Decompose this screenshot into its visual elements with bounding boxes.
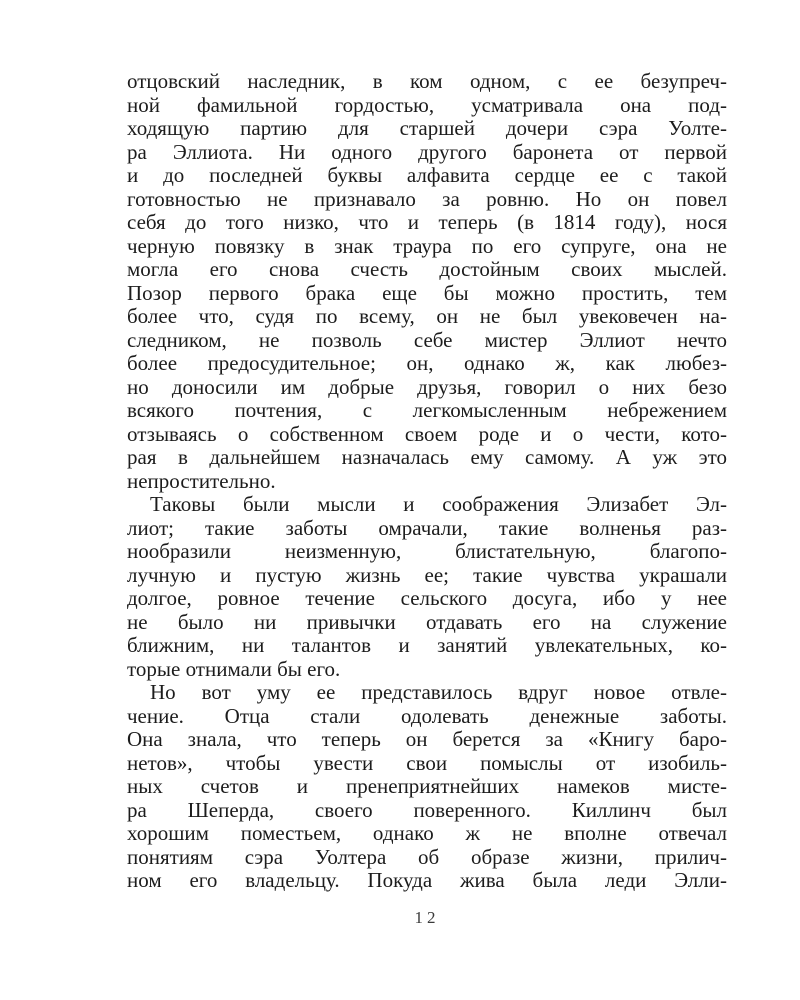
text-line: всякого почтения, с легкомысленным небрежением [127,398,727,422]
text-line: долгое, ровное течение сельского досуга, ибо у нее [127,586,727,610]
text-line: могла его снова счесть достойным своих мыслей. [127,257,727,281]
text-line: ной фамильной гордостью, усматривала она под- [127,92,727,117]
text-line: более предосудительное; он, однако ж, как любез- [127,351,727,375]
text-line: торые отнимали бы его. [127,656,341,681]
page-text [127,70,727,893]
text-line: черную повязку в знак траура по его супруге, она не [127,233,727,258]
text-line: ра Эллиота. Ни одного другого баронета от первой [127,139,727,164]
text-line: не было ни привычки отдавать его на служение [127,609,727,634]
text-line: понятиям сэра Уолтера об образе жизни, прилич- [127,844,727,869]
text-line: непростительно. [127,468,276,493]
text-line: ном его владельцу. Покуда жива была леди Элли- [127,868,727,892]
text-line: Но вот уму ее представилось вдруг новое отвле- [150,680,727,704]
page-number: 12 [414,908,440,927]
text-line: отзываясь о собственном своем роде и о чести, кото- [127,421,727,446]
text-line: Позор первого брака еще бы можно простить, тем [127,280,727,305]
text-line: ра Шеперда, своего поверенного. Киллинч был [127,797,727,822]
text-line: более что, судя по всему, он не был увековечен на- [127,304,727,328]
text-line: хорошим поместьем, однако ж не вполне отвечал [127,821,727,845]
text-line: отцовский наследник, в ком одном, с ее безупреч- [127,69,727,93]
text-line: лучную и пустую жизнь ее; такие чувства украшали [127,562,727,587]
text-line: ближним, ни талантов и занятий увлекательных, ко- [127,633,727,657]
text-line: Она знала, что теперь он берется за «Книгу баро- [127,727,727,751]
text-line: ных счетов и пренеприятнейших намеков мисте- [127,774,727,798]
text-line: нообразили неизменную, блистательную, благопо- [127,539,727,563]
text-line: следником, не позволь себе мистер Эллиот нечто [127,327,727,352]
text-line: себя до того низко, что и теперь (в 1814 году), нося [127,210,727,234]
text-line: ходящую партию для старшей дочери сэра Уолте- [127,116,727,140]
text-line: нетов», чтобы увести свои помыслы от изобиль- [127,750,727,775]
text-line: рая в дальнейшем назначалась ему самому. А уж это [127,445,727,469]
text-line: лиот; такие заботы омрачали, такие волненья раз- [127,515,727,540]
text-line: Таковы были мысли и соображения Элизабет Эл- [150,492,727,516]
text-line: чение. Отца стали одолевать денежные заботы. [127,703,727,728]
text-line: готовностью не признавало за ровню. Но он повел [127,186,727,211]
text-line: и до последней буквы алфавита сердце ее с такой [127,163,727,187]
text-line: но доносили им добрые друзья, говорил о них безо [127,374,727,399]
